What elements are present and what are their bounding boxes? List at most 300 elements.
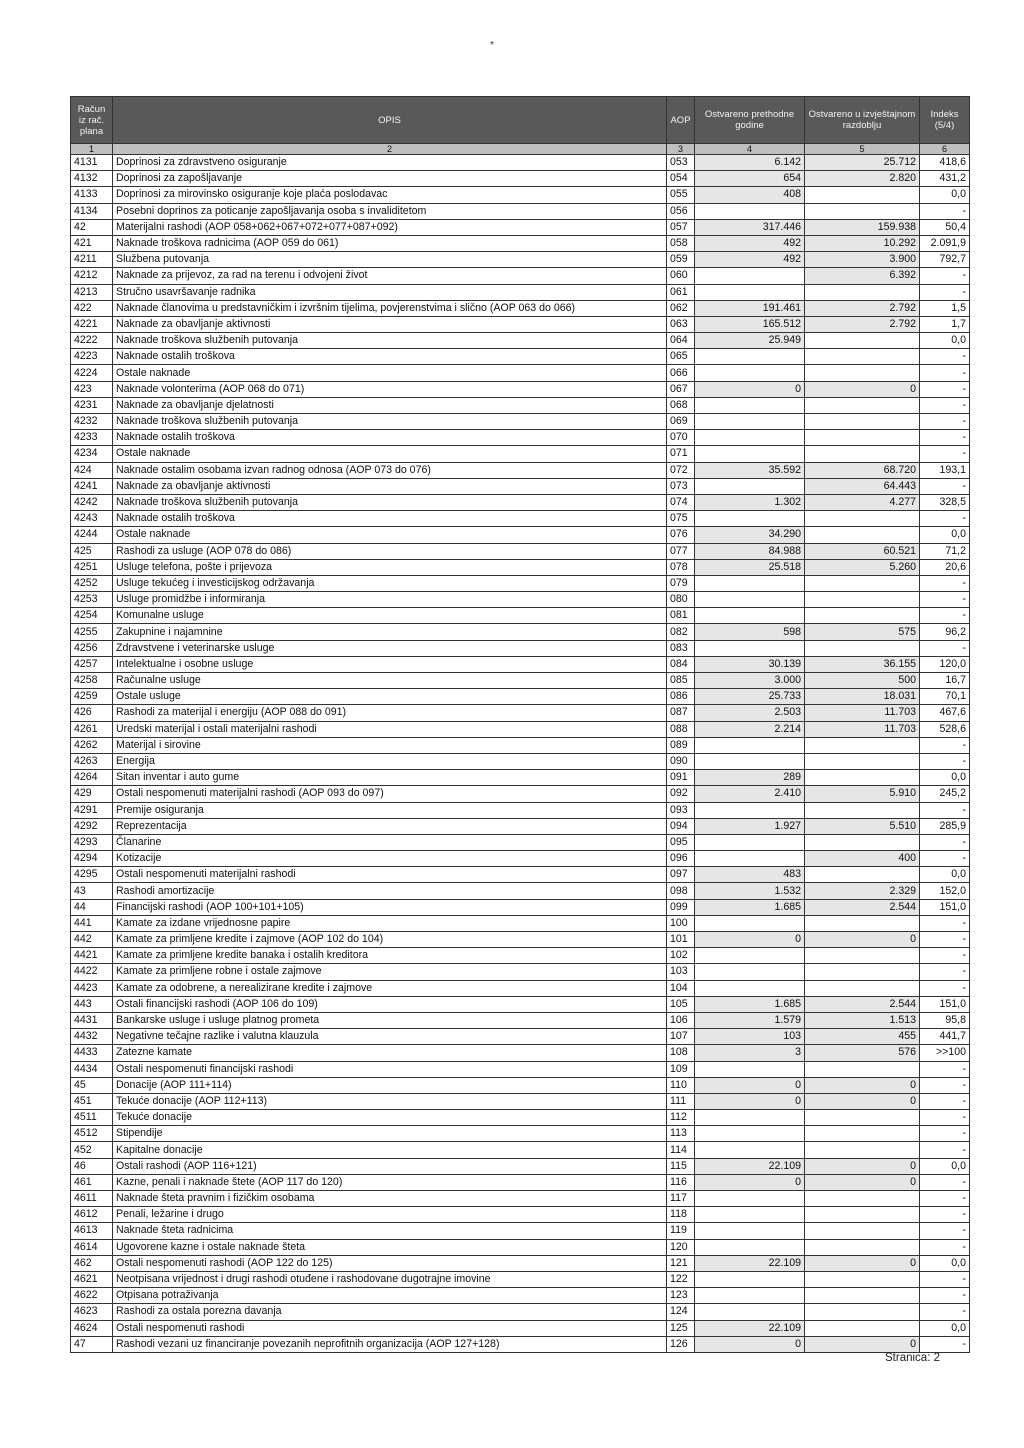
account-code-cell: 46: [71, 1158, 113, 1174]
table-row: [71, 1239, 970, 1255]
current-period-cell: [805, 1110, 920, 1126]
aop-cell: 124: [667, 1304, 695, 1320]
previous-year-cell: [695, 915, 805, 931]
account-code-cell: 4434: [71, 1061, 113, 1077]
previous-year-cell: [695, 964, 805, 980]
account-code-cell: 4134: [71, 203, 113, 219]
previous-year-cell: 1.685: [695, 996, 805, 1012]
previous-year-cell: [695, 430, 805, 446]
table-row: [71, 397, 970, 413]
table-row: [71, 219, 970, 235]
index-cell: -: [920, 592, 970, 608]
account-code-cell: 4224: [71, 365, 113, 381]
current-period-cell: [805, 867, 920, 883]
description-cell: Ostali nespomenuti rashodi (AOP 122 do 125): [113, 1255, 667, 1271]
index-cell: -: [920, 640, 970, 656]
table-row: [71, 753, 970, 769]
previous-year-cell: [695, 753, 805, 769]
previous-year-cell: 1.302: [695, 494, 805, 510]
account-code-cell: 461: [71, 1174, 113, 1190]
table-row: [71, 915, 970, 931]
index-cell: -: [920, 1336, 970, 1352]
current-period-cell: [805, 1271, 920, 1287]
current-period-cell: [805, 980, 920, 996]
description-cell: Ugovorene kazne i ostale naknade šteta: [113, 1239, 667, 1255]
aop-cell: 122: [667, 1271, 695, 1287]
description-cell: Kapitalne donacije: [113, 1142, 667, 1158]
aop-cell: 087: [667, 705, 695, 721]
aop-cell: 089: [667, 737, 695, 753]
previous-year-cell: [695, 349, 805, 365]
index-cell: -: [920, 802, 970, 818]
index-cell: 418,6: [920, 155, 970, 171]
account-code-cell: 4294: [71, 851, 113, 867]
description-cell: Usluge telefona, pošte i prijevoza: [113, 559, 667, 575]
description-cell: Ostale naknade: [113, 446, 667, 462]
description-cell: Kamate za primljene robne i ostale zajmove: [113, 964, 667, 980]
table-row: [71, 155, 970, 171]
index-cell: 151,0: [920, 899, 970, 915]
current-period-cell: [805, 834, 920, 850]
expense-report-table: [70, 96, 970, 1353]
account-code-cell: 4512: [71, 1126, 113, 1142]
current-period-cell: 6.392: [805, 268, 920, 284]
index-cell: -: [920, 1174, 970, 1190]
aop-cell: 112: [667, 1110, 695, 1126]
description-cell: Ostali rashodi (AOP 116+121): [113, 1158, 667, 1174]
index-cell: -: [920, 851, 970, 867]
column-number: 1: [71, 144, 113, 155]
aop-cell: 104: [667, 980, 695, 996]
index-cell: -: [920, 932, 970, 948]
aop-cell: 113: [667, 1126, 695, 1142]
current-period-cell: [805, 575, 920, 591]
current-period-cell: 36.155: [805, 656, 920, 672]
description-cell: Naknade ostalih troškova: [113, 349, 667, 365]
aop-cell: 069: [667, 414, 695, 430]
description-cell: Otpisana potraživanja: [113, 1288, 667, 1304]
account-code-cell: 4254: [71, 608, 113, 624]
previous-year-cell: [695, 414, 805, 430]
aop-cell: 117: [667, 1191, 695, 1207]
index-cell: >>100: [920, 1045, 970, 1061]
description-cell: Materijalni rashodi (AOP 058+062+067+072+077+087+092): [113, 219, 667, 235]
previous-year-cell: [695, 365, 805, 381]
table-row: [71, 1093, 970, 1109]
table-row: [71, 235, 970, 251]
table-row: [71, 414, 970, 430]
aop-cell: 105: [667, 996, 695, 1012]
page-number: Stranica: 2: [885, 1352, 940, 1364]
aop-cell: 076: [667, 527, 695, 543]
index-cell: 152,0: [920, 883, 970, 899]
current-period-cell: [805, 1126, 920, 1142]
description-cell: Financijski rashodi (AOP 100+101+105): [113, 899, 667, 915]
index-cell: 193,1: [920, 462, 970, 478]
index-cell: -: [920, 1304, 970, 1320]
account-code-cell: 4263: [71, 753, 113, 769]
description-cell: Ostali nespomenuti financijski rashodi: [113, 1061, 667, 1077]
header-current-period: Ostvareno u izvještajnom razdoblju: [805, 97, 920, 144]
table-row: [71, 1191, 970, 1207]
account-code-cell: 425: [71, 543, 113, 559]
table-row: [71, 1320, 970, 1336]
previous-year-cell: [695, 948, 805, 964]
description-cell: Kazne, penali i naknade štete (AOP 117 do 120): [113, 1174, 667, 1190]
aop-cell: 093: [667, 802, 695, 818]
description-cell: Zdravstvene i veterinarske usluge: [113, 640, 667, 656]
index-cell: 20,6: [920, 559, 970, 575]
index-cell: 0,0: [920, 867, 970, 883]
aop-cell: 064: [667, 333, 695, 349]
current-period-cell: 5.910: [805, 786, 920, 802]
account-code-cell: 4256: [71, 640, 113, 656]
description-cell: Doprinosi za zapošljavanje: [113, 171, 667, 187]
current-period-cell: 2.792: [805, 300, 920, 316]
previous-year-cell: 317.446: [695, 219, 805, 235]
table-row: [71, 592, 970, 608]
description-cell: Naknade troškova radnicima (AOP 059 do 061): [113, 235, 667, 251]
current-period-cell: [805, 430, 920, 446]
previous-year-cell: [695, 1110, 805, 1126]
current-period-cell: [805, 349, 920, 365]
account-code-cell: 4133: [71, 187, 113, 203]
table-row: [71, 640, 970, 656]
aop-cell: 063: [667, 316, 695, 332]
description-cell: Naknade za obavljanje aktivnosti: [113, 478, 667, 494]
account-code-cell: 4222: [71, 333, 113, 349]
column-number-row: [71, 144, 970, 155]
aop-cell: 107: [667, 1029, 695, 1045]
account-code-cell: 4243: [71, 511, 113, 527]
index-cell: 0,0: [920, 770, 970, 786]
index-cell: -: [920, 1093, 970, 1109]
table-row: [71, 770, 970, 786]
table-row: [71, 430, 970, 446]
index-cell: 1,5: [920, 300, 970, 316]
description-cell: Ostali nespomenuti materijalni rashodi (AOP 093 do 097): [113, 786, 667, 802]
description-cell: Naknade za prijevoz, za rad na terenu i odvojeni život: [113, 268, 667, 284]
current-period-cell: 2.820: [805, 171, 920, 187]
current-period-cell: 0: [805, 932, 920, 948]
account-code-cell: 4611: [71, 1191, 113, 1207]
table-row: [71, 1174, 970, 1190]
table-row: [71, 268, 970, 284]
previous-year-cell: 6.142: [695, 155, 805, 171]
account-code-cell: 4221: [71, 316, 113, 332]
account-code-cell: 4213: [71, 284, 113, 300]
description-cell: Reprezentacija: [113, 818, 667, 834]
table-row: [71, 932, 970, 948]
previous-year-cell: 483: [695, 867, 805, 883]
table-row: [71, 349, 970, 365]
account-code-cell: 4621: [71, 1271, 113, 1287]
description-cell: Doprinosi za mirovinsko osiguranje koje plaća poslodavac: [113, 187, 667, 203]
account-code-cell: 4257: [71, 656, 113, 672]
table-row: [71, 1223, 970, 1239]
previous-year-cell: [695, 478, 805, 494]
previous-year-cell: 84.988: [695, 543, 805, 559]
account-code-cell: 4624: [71, 1320, 113, 1336]
table-row: [71, 1012, 970, 1028]
current-period-cell: [805, 640, 920, 656]
table-row: [71, 203, 970, 219]
description-cell: Naknade ostalih troškova: [113, 511, 667, 527]
previous-year-cell: [695, 608, 805, 624]
current-period-cell: [805, 1239, 920, 1255]
index-cell: -: [920, 397, 970, 413]
table-row: [71, 899, 970, 915]
description-cell: Članarine: [113, 834, 667, 850]
description-cell: Naknade ostalim osobama izvan radnog odnosa (AOP 073 do 076): [113, 462, 667, 478]
table-row: [71, 527, 970, 543]
account-code-cell: 4261: [71, 721, 113, 737]
description-cell: Usluge promidžbe i informiranja: [113, 592, 667, 608]
table-row: [71, 1271, 970, 1287]
index-cell: 1,7: [920, 316, 970, 332]
table-row: [71, 656, 970, 672]
table-body: [71, 155, 970, 1353]
column-number: 5: [805, 144, 920, 155]
description-cell: Računalne usluge: [113, 673, 667, 689]
description-cell: Kamate za izdane vrijednosne papire: [113, 915, 667, 931]
account-code-cell: 4252: [71, 575, 113, 591]
index-cell: 50,4: [920, 219, 970, 235]
previous-year-cell: [695, 284, 805, 300]
current-period-cell: [805, 915, 920, 931]
aop-cell: 103: [667, 964, 695, 980]
aop-cell: 110: [667, 1077, 695, 1093]
header-aop: AOP: [667, 97, 695, 144]
account-code-cell: 4251: [71, 559, 113, 575]
index-cell: -: [920, 349, 970, 365]
current-period-cell: [805, 1061, 920, 1077]
table-row: [71, 721, 970, 737]
account-code-cell: 4422: [71, 964, 113, 980]
index-cell: -: [920, 1239, 970, 1255]
index-cell: 431,2: [920, 171, 970, 187]
table-row: [71, 494, 970, 510]
current-period-cell: 400: [805, 851, 920, 867]
previous-year-cell: 1.579: [695, 1012, 805, 1028]
description-cell: Neotpisana vrijednost i drugi rashodi otuđene i rashodovane dugotrajne imovine: [113, 1271, 667, 1287]
previous-year-cell: 1.685: [695, 899, 805, 915]
current-period-cell: [805, 1304, 920, 1320]
description-cell: Energija: [113, 753, 667, 769]
index-cell: 70,1: [920, 689, 970, 705]
description-cell: Uredski materijal i ostali materijalni rashodi: [113, 721, 667, 737]
table-row: [71, 284, 970, 300]
account-code-cell: 47: [71, 1336, 113, 1352]
aop-cell: 118: [667, 1207, 695, 1223]
current-period-cell: [805, 1191, 920, 1207]
column-number: 6: [920, 144, 970, 155]
aop-cell: 077: [667, 543, 695, 559]
account-code-cell: 4258: [71, 673, 113, 689]
index-cell: 285,9: [920, 818, 970, 834]
index-cell: 0,0: [920, 1320, 970, 1336]
aop-cell: 061: [667, 284, 695, 300]
account-code-cell: 4253: [71, 592, 113, 608]
current-period-cell: [805, 608, 920, 624]
index-cell: 95,8: [920, 1012, 970, 1028]
table-row: [71, 462, 970, 478]
account-code-cell: 4295: [71, 867, 113, 883]
previous-year-cell: 22.109: [695, 1158, 805, 1174]
current-period-cell: 1.513: [805, 1012, 920, 1028]
previous-year-cell: [695, 737, 805, 753]
table-row: [71, 543, 970, 559]
description-cell: Stipendije: [113, 1126, 667, 1142]
table-row: [71, 1158, 970, 1174]
account-code-cell: 4255: [71, 624, 113, 640]
index-cell: -: [920, 1110, 970, 1126]
table-row: [71, 624, 970, 640]
account-code-cell: 4242: [71, 494, 113, 510]
index-cell: 441,7: [920, 1029, 970, 1045]
aop-cell: 060: [667, 268, 695, 284]
previous-year-cell: 165.512: [695, 316, 805, 332]
previous-year-cell: 0: [695, 932, 805, 948]
previous-year-cell: [695, 1207, 805, 1223]
aop-cell: 111: [667, 1093, 695, 1109]
account-code-cell: 4612: [71, 1207, 113, 1223]
table-row: [71, 786, 970, 802]
aop-cell: 078: [667, 559, 695, 575]
description-cell: Naknade za obavljanje aktivnosti: [113, 316, 667, 332]
description-cell: Kamate za primljene kredite banaka i ostalih kreditora: [113, 948, 667, 964]
aop-cell: 085: [667, 673, 695, 689]
table-row: [71, 478, 970, 494]
description-cell: Ostali nespomenuti materijalni rashodi: [113, 867, 667, 883]
table-row: [71, 575, 970, 591]
aop-cell: 079: [667, 575, 695, 591]
current-period-cell: [805, 948, 920, 964]
account-code-cell: 423: [71, 381, 113, 397]
aop-cell: 072: [667, 462, 695, 478]
current-period-cell: [805, 365, 920, 381]
previous-year-cell: [695, 1288, 805, 1304]
index-cell: -: [920, 511, 970, 527]
table-row: [71, 1255, 970, 1271]
previous-year-cell: [695, 592, 805, 608]
account-code-cell: 4432: [71, 1029, 113, 1045]
current-period-cell: [805, 446, 920, 462]
table-row: [71, 559, 970, 575]
current-period-cell: 64.443: [805, 478, 920, 494]
account-code-cell: 4231: [71, 397, 113, 413]
aop-cell: 073: [667, 478, 695, 494]
description-cell: Stručno usavršavanje radnika: [113, 284, 667, 300]
table-row: [71, 1029, 970, 1045]
table-row: [71, 316, 970, 332]
current-period-cell: [805, 1320, 920, 1336]
index-cell: 528,6: [920, 721, 970, 737]
index-cell: 328,5: [920, 494, 970, 510]
previous-year-cell: 35.592: [695, 462, 805, 478]
previous-year-cell: 34.290: [695, 527, 805, 543]
description-cell: Naknade šteta radnicima: [113, 1223, 667, 1239]
description-cell: Usluge tekućeg i investicijskog održavanja: [113, 575, 667, 591]
previous-year-cell: [695, 1239, 805, 1255]
previous-year-cell: 0: [695, 1093, 805, 1109]
table-row: [71, 737, 970, 753]
previous-year-cell: [695, 1223, 805, 1239]
previous-year-cell: [695, 1191, 805, 1207]
description-cell: Sitan inventar i auto gume: [113, 770, 667, 786]
previous-year-cell: 0: [695, 1336, 805, 1352]
header-index: Indeks (5/4): [920, 97, 970, 144]
table-row: [71, 333, 970, 349]
table-row: [71, 867, 970, 883]
aop-cell: 090: [667, 753, 695, 769]
description-cell: Kotizacije: [113, 851, 667, 867]
aop-cell: 100: [667, 915, 695, 931]
previous-year-cell: 0: [695, 381, 805, 397]
index-cell: 245,2: [920, 786, 970, 802]
aop-cell: 088: [667, 721, 695, 737]
description-cell: Materijal i sirovine: [113, 737, 667, 753]
aop-cell: 109: [667, 1061, 695, 1077]
aop-cell: 067: [667, 381, 695, 397]
account-code-cell: 4131: [71, 155, 113, 171]
current-period-cell: 5.510: [805, 818, 920, 834]
description-cell: Penali, ležarine i drugo: [113, 1207, 667, 1223]
account-code-cell: 4232: [71, 414, 113, 430]
previous-year-cell: 492: [695, 235, 805, 251]
table-row: [71, 673, 970, 689]
description-cell: Naknade ostalih troškova: [113, 430, 667, 446]
aop-cell: 091: [667, 770, 695, 786]
description-cell: Tekuće donacije (AOP 112+113): [113, 1093, 667, 1109]
account-code-cell: 429: [71, 786, 113, 802]
account-code-cell: 441: [71, 915, 113, 931]
description-cell: Zatezne kamate: [113, 1045, 667, 1061]
aop-cell: 066: [667, 365, 695, 381]
description-cell: Zakupnine i najamnine: [113, 624, 667, 640]
account-code-cell: 462: [71, 1255, 113, 1271]
previous-year-cell: 1.927: [695, 818, 805, 834]
previous-year-cell: 191.461: [695, 300, 805, 316]
table-row: [71, 1207, 970, 1223]
aop-cell: 116: [667, 1174, 695, 1190]
index-cell: 16,7: [920, 673, 970, 689]
index-cell: -: [920, 203, 970, 219]
current-period-cell: 2.792: [805, 316, 920, 332]
aop-cell: 058: [667, 235, 695, 251]
current-period-cell: 4.277: [805, 494, 920, 510]
index-cell: -: [920, 1142, 970, 1158]
index-cell: -: [920, 478, 970, 494]
index-cell: -: [920, 575, 970, 591]
account-code-cell: 4212: [71, 268, 113, 284]
current-period-cell: [805, 333, 920, 349]
account-code-cell: 426: [71, 705, 113, 721]
description-cell: Premije osiguranja: [113, 802, 667, 818]
table-row: [71, 1288, 970, 1304]
current-period-cell: [805, 203, 920, 219]
previous-year-cell: 103: [695, 1029, 805, 1045]
previous-year-cell: [695, 203, 805, 219]
aop-cell: 055: [667, 187, 695, 203]
description-cell: Ostali financijski rashodi (AOP 106 do 109): [113, 996, 667, 1012]
aop-cell: 123: [667, 1288, 695, 1304]
previous-year-cell: [695, 446, 805, 462]
index-cell: 0,0: [920, 527, 970, 543]
table-row: [71, 802, 970, 818]
previous-year-cell: 25.518: [695, 559, 805, 575]
index-cell: -: [920, 915, 970, 931]
